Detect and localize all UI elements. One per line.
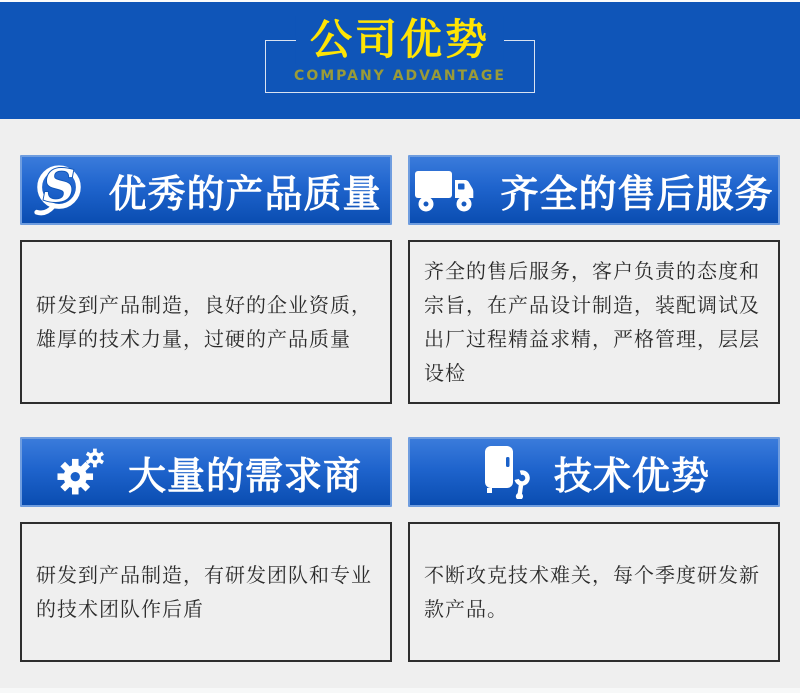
- card-technical-advantage-body: [408, 522, 780, 662]
- svg-text:S: S: [43, 161, 76, 213]
- gears-icon: [50, 445, 108, 499]
- card-demanders-body: [20, 522, 392, 662]
- banner-subtitle: COMPANY ADVANTAGE: [294, 68, 506, 84]
- truck-icon: [414, 167, 480, 213]
- card-body-text: 齐全的售后服务，客户负责的态度和宗旨，在产品设计制造，装配调试及出厂过程精益求精，严格管理，层层设检: [424, 259, 760, 385]
- card-title: 齐全的售后服务: [500, 171, 774, 216]
- card-after-sales-service-header: [408, 155, 780, 225]
- card-body-text: 研发到产品制造，有研发团队和专业的技术团队作后盾: [36, 563, 372, 621]
- card-technical-advantage-header: [408, 437, 780, 507]
- quality-sq-icon: [30, 161, 88, 219]
- card-demanders-header: [20, 437, 392, 507]
- card-after-sales-service: [408, 155, 780, 404]
- card-title: 技术优势: [553, 453, 710, 498]
- banner-title: 公司优势: [296, 16, 504, 64]
- card-technical-advantage: [408, 437, 780, 662]
- banner: [0, 2, 800, 119]
- advantage-cards-grid: [0, 155, 800, 662]
- card-title: 大量的需求商: [127, 453, 362, 498]
- bottom-edge-line: [0, 688, 800, 693]
- card-body-text: 研发到产品制造，良好的企业资质，雄厚的技术力量，过硬的产品质量: [36, 293, 372, 351]
- card-body-text: 不断攻克技术难关，每个季度研发新款产品。: [424, 563, 760, 621]
- appliance-wrench-icon: [478, 445, 534, 499]
- card-product-quality-header: [20, 155, 392, 225]
- card-product-quality-body: [20, 240, 392, 404]
- card-product-quality: [20, 155, 392, 404]
- card-after-sales-service-body: [408, 240, 780, 404]
- card-title: 优秀的产品质量: [108, 171, 382, 216]
- card-demanders: [20, 437, 392, 662]
